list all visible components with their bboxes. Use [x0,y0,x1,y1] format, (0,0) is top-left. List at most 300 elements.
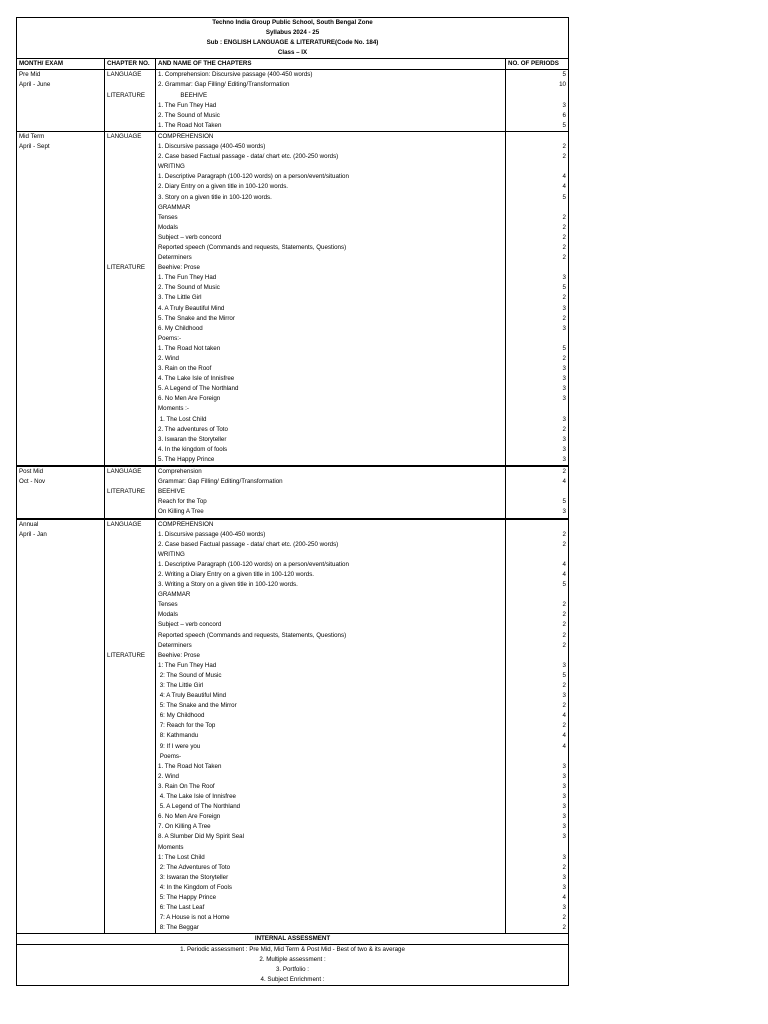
category-label [105,415,155,425]
chapter-name: 2. Case based Factual passage - data/ chart etc. (200-250 words) [158,540,339,548]
chapter-name: Grammar: Gap Filling/ Editing/Transformation [158,478,283,486]
period-count: 3 [562,833,566,841]
category-label: LANGUAGE [107,520,142,528]
period-count: 3 [562,395,566,403]
category-label [105,731,155,741]
chapter-name: Determiners [158,254,192,262]
chapter-name: 1. Discursive passage (400-450 words) [158,530,266,538]
syllabus-table [16,17,569,986]
category-label [105,111,155,121]
category-label [105,374,155,384]
chapter-name: 3. Story on a given title in 100-120 words. [158,193,272,201]
period-count: 3 [562,375,566,383]
period-count: 5 [562,671,566,679]
category-label [105,641,155,651]
period-count: 3 [562,455,566,463]
category-label [105,142,155,152]
period-count [506,843,568,853]
chapter-name: Moments :- [158,405,189,413]
period-count: 3 [562,365,566,373]
periods-column [506,132,568,465]
chapter-name: 1. Descriptive Paragraph (100-120 words) on a person/event/situation [158,560,349,568]
period-count: 5 [562,121,566,129]
chapter-name: 1: The Fun They Had [158,661,217,669]
category-label [105,772,155,782]
chapter-name: 7. On Killing A Tree [158,823,211,831]
period-count: 4 [562,742,566,750]
column-header: CHAPTER NO. [105,59,156,69]
chapter-name: 2. Diary Entry on a given title in 100-120 words. [158,183,289,191]
chapter-name: 5. A Legend of The Northland [158,385,239,393]
category-label [105,445,155,455]
category-label [105,802,155,812]
period-count: 3 [562,692,566,700]
period-count: 3 [562,883,566,891]
chapter-name: 3: The Little Girl [158,682,204,689]
category-label [105,782,155,792]
period-count: 2 [562,924,566,932]
chapter-name: 4. In the kingdom of fools [158,445,228,453]
period-count: 3 [562,435,566,443]
chapter-column [156,132,506,465]
period-count [506,334,568,344]
category-label [105,560,155,570]
category-label [105,580,155,590]
period-count [506,752,568,762]
category-label: LANGUAGE [107,132,142,140]
chapter-name: 3. The Little Girl [158,294,202,302]
exam-column [17,132,105,465]
period-count: 2 [562,468,566,476]
period-count: 2 [562,223,566,231]
category-label [105,497,155,507]
chapter-column [156,467,506,517]
chapter-name: WRITING [158,550,185,558]
column-header-row [17,58,568,69]
chapter-name: 4: A Truly Beautiful Mind [158,692,227,700]
exam-section [17,131,568,465]
period-count: 5 [562,344,566,352]
category-label [105,344,155,354]
category-label [105,843,155,853]
period-count: 3 [562,304,566,312]
chapter-name: 2. Grammar: Gap Filling/ Editing/Transformation [158,81,290,89]
period-count [506,550,568,560]
period-count: 3 [562,803,566,811]
category-label [105,293,155,303]
category-label [105,233,155,243]
period-count: 2 [562,611,566,619]
chapter-name: Determiners [158,641,192,649]
exam-section [17,69,568,131]
period-count: 2 [562,355,566,362]
category-label [105,283,155,293]
category-label [105,812,155,822]
chapter-name: 1. The Fun They Had [158,274,217,282]
chapter-name: 5. The Happy Prince [158,455,215,463]
category-label [105,742,155,752]
period-count: 4 [562,893,566,901]
chapter-name: 3. Rain On The Roof [158,782,215,790]
assessment-item: 4. Subject Enrichment : [260,975,325,983]
period-count: 4 [562,570,566,578]
category-label [105,314,155,324]
period-count: 3 [562,274,566,282]
period-count: 4 [562,183,566,191]
class-label: Class – IX [277,49,308,57]
period-count: 2 [562,530,566,538]
chapter-name: 2. The adventures of Toto [158,425,228,433]
category-label [105,404,155,414]
chapter-name: Reported speech (Commands and requests, Statements, Questions) [158,631,347,639]
period-count: 5 [562,71,566,79]
chapter-name: 4. The Lake Isle of Innisfree [158,793,236,801]
exam-section [17,518,568,934]
category-column [105,467,156,517]
period-count: 2 [562,254,566,262]
chapter-name: Modals [158,223,178,231]
category-label [105,893,155,903]
column-header: NO. OF PERIODS [508,60,559,68]
chapter-name: 3. Iswaran the Storyteller [158,435,227,443]
category-label [105,620,155,630]
chapter-name: 6. My Childhood [158,324,203,332]
period-count: 2 [562,233,566,241]
category-label [105,550,155,560]
category-label [105,394,155,404]
category-label [105,80,155,90]
category-label [105,903,155,913]
period-count [506,590,568,600]
chapter-name: Subject – verb concord [158,621,222,629]
chapter-name: Beehive: Prose [158,264,200,272]
period-count: 2 [562,143,566,151]
internal-assessment-list [17,944,568,985]
category-label: LITERATURE [107,488,146,496]
category-label [105,354,155,364]
column-header: MONTH/ EXAM [17,59,105,69]
chapter-name: 2. Wind [158,355,179,362]
internal-assessment-title: INTERNAL ASSESSMENT [17,933,568,944]
period-count: 2 [562,314,566,322]
period-count: 2 [562,294,566,302]
period-count: 2 [562,243,566,251]
period-count [506,520,568,530]
periods-column [506,70,568,131]
exam-column [17,520,105,934]
category-label [105,853,155,863]
chapter-column [156,70,506,131]
chapter-name: 4. A Truly Beautiful Mind [158,304,225,312]
category-label [105,334,155,344]
category-label [105,213,155,223]
chapter-name: Beehive: Prose [158,651,200,659]
chapter-name: 1. The Lost Child [158,415,207,423]
category-label [105,873,155,883]
syllabus-year: Syllabus 2024 - 25 [265,29,320,37]
chapter-name: 8: The Beggar [158,924,199,932]
chapter-name: 7: Reach for the Top [158,722,216,730]
chapter-name: 1. The Road Not Taken [158,121,222,129]
exam-months: April - Jan [19,530,47,538]
chapter-name: Tenses [158,213,178,221]
chapter-name: 3. Rain on the Roof [158,365,212,373]
period-count: 2 [562,682,566,689]
chapter-name: 2. The Sound of Music [158,284,220,292]
period-count: 2 [562,601,566,609]
period-count: 5 [562,581,566,589]
category-label [105,223,155,233]
period-count: 4 [562,478,566,486]
chapter-name: 2: The Adventures of Toto [158,863,231,871]
period-count: 2 [562,641,566,649]
category-label [105,610,155,620]
assessment-item: 3. Portfolio : [275,965,310,973]
chapter-name: 1. Descriptive Paragraph (100-120 words) on a person/event/situation [158,173,349,181]
chapter-name: BEEHIVE [158,488,185,496]
category-label: LITERATURE [107,264,146,272]
chapter-name: On Killing A Tree [158,508,204,516]
period-count [506,404,568,414]
period-count: 3 [562,873,566,881]
period-count: 3 [562,415,566,423]
school-name: Techno India Group Public School, South Bengal Zone [212,19,373,26]
category-label [105,752,155,762]
chapter-name: COMPREHENSION [158,520,214,528]
chapter-name: 5: The Happy Prince [158,893,217,901]
category-label [105,711,155,721]
category-label [105,477,155,487]
period-count: 2 [562,213,566,221]
chapter-name: 5. The Snake and the Mirror [158,314,235,322]
exam-months: Oct - Nov [19,478,46,486]
chapter-name: 5: The Snake and the Mirror [158,702,237,710]
period-count: 2 [562,914,566,922]
chapter-name: 2. Wind [158,772,179,780]
category-label [105,661,155,671]
chapter-name: 1. Discursive passage (400-450 words) [158,143,266,151]
category-label [105,364,155,374]
chapter-name: 6: My Childhood [158,712,205,720]
category-label: LITERATURE [107,91,146,99]
chapter-name: 2. Case based Factual passage - data/ chart etc. (200-250 words) [158,153,339,161]
exam-months: April - June [19,81,51,89]
chapter-name: 2. The Sound of Music [158,111,220,119]
category-label [105,631,155,641]
category-label [105,121,155,131]
category-label [105,832,155,842]
category-label: LANGUAGE [107,71,142,79]
category-label [105,384,155,394]
period-count: 2 [562,621,566,629]
period-count: 3 [562,385,566,393]
category-label [105,193,155,203]
category-label [105,435,155,445]
period-count [506,263,568,273]
periods-column [506,467,568,517]
chapter-name: 8. A Slumber Did My Spirit Seal [158,833,244,841]
category-label [105,182,155,192]
chapter-name: COMPREHENSION [158,132,214,140]
period-count [506,162,568,172]
category-label [105,822,155,832]
period-count: 5 [562,498,566,506]
chapter-name: 1. The Road Not taken [158,344,221,352]
assessment-item: 1. Periodic assessment : Pre Mid, Mid Term & Post Mid - Best of two & its average [180,945,405,953]
period-count: 3 [562,101,566,109]
category-label [105,883,155,893]
period-count: 3 [562,762,566,770]
category-label [105,203,155,213]
subject-title: Sub : ENGLISH LANGUAGE & LITERATURE(Code No. 184) [206,39,379,47]
chapter-name: Modals [158,611,178,619]
chapter-name: 8: Kathmandu [158,732,199,740]
chapter-name: 3. Writing a Story on a given title in 100-120 words. [158,581,298,589]
category-label [105,455,155,465]
chapter-name: 4. The Lake Isle of Innisfree [158,375,235,383]
category-label [105,600,155,610]
chapter-name: 5. A Legend of The Northland [158,803,241,811]
chapter-name: Reach for the Top [158,498,207,506]
category-label [105,152,155,162]
period-count [506,487,568,497]
exam-column [17,70,105,131]
chapter-name: Poems- [158,752,182,760]
category-label [105,324,155,334]
chapter-name: Poems:- [158,334,182,342]
chapter-name: 3: Iswaran the Storyteller [158,873,229,881]
chapter-name: 9: If I were you [158,742,201,750]
exam-column [17,467,105,517]
assessment-item: 2. Multiple assessment : [259,955,326,963]
period-count: 3 [562,661,566,669]
period-count [506,91,568,101]
period-count: 4 [562,712,566,720]
category-label [105,273,155,283]
period-count: 2 [562,722,566,730]
period-count: 4 [562,173,566,181]
category-label [105,507,155,517]
period-count: 2 [562,863,566,871]
category-label [105,792,155,802]
period-count: 4 [562,560,566,568]
period-count: 2 [562,540,566,548]
period-count: 2 [562,631,566,639]
column-header: AND NAME OF THE CHAPTERS [156,59,506,69]
chapter-name: 1: The Lost Child [158,853,205,861]
period-count: 10 [559,81,566,89]
category-label: LITERATURE [107,651,146,659]
exam-sections [17,69,568,933]
chapter-name: 2. Writing a Diary Entry on a given title in 100-120 words. [158,570,315,578]
category-label [105,671,155,681]
chapter-name: 4: In the Kingdom of Fools [158,883,232,891]
category-label [105,243,155,253]
category-label [105,101,155,111]
chapter-name: BEEHIVE [158,91,208,99]
category-label [105,172,155,182]
category-label [105,590,155,600]
period-count: 3 [562,508,566,516]
exam-months: April - Sept [19,143,50,151]
chapter-column [156,520,506,934]
chapter-name: 7: A House is not a Home [158,914,230,922]
period-count: 2 [562,153,566,161]
category-label [105,570,155,580]
period-count: 3 [562,813,566,821]
category-label: LANGUAGE [107,468,142,476]
chapter-name: Reported speech (Commands and requests, Statements, Questions) [158,243,347,251]
category-label [105,701,155,711]
category-label [105,162,155,172]
period-count [506,132,568,142]
period-count: 4 [562,732,566,740]
category-label [105,304,155,314]
chapter-name: 1. The Fun They Had [158,101,217,109]
chapter-name: 6. No Men Are Foreign [158,395,221,403]
exam-name: Annual [19,520,39,528]
period-count [506,651,568,661]
chapter-name: GRAMMAR [158,591,191,599]
chapter-name: Moments [158,843,184,851]
chapter-name: Tenses [158,601,178,609]
exam-name: Post Mid [19,468,44,476]
period-count: 5 [562,193,566,201]
period-count: 6 [562,111,566,119]
category-label [105,721,155,731]
periods-column [506,520,568,934]
chapter-name: 1. Comprehension: Discursive passage (400-450 words) [158,71,313,79]
period-count: 5 [562,284,566,292]
period-count: 3 [562,782,566,790]
period-count: 3 [562,324,566,332]
exam-section [17,465,568,517]
chapter-name: GRAMMAR [158,203,191,211]
period-count: 3 [562,904,566,912]
chapter-name: WRITING [158,163,185,171]
exam-name: Mid Term [19,132,45,140]
chapter-name: 6: The Last Leaf [158,904,205,912]
category-label [105,530,155,540]
category-label [105,762,155,772]
exam-name: Pre Mid [19,71,41,79]
period-count: 2 [562,425,566,433]
period-count [506,203,568,213]
period-count: 3 [562,445,566,453]
document-header [17,18,568,58]
category-label [105,425,155,435]
period-count: 2 [562,702,566,710]
chapter-name: 6. No Men Are Foreign [158,813,221,821]
period-count: 3 [562,823,566,831]
category-column [105,520,156,934]
period-count: 3 [562,853,566,861]
category-column [105,132,156,465]
chapter-name: Subject – verb concord [158,233,222,241]
category-label [105,913,155,923]
category-label [105,540,155,550]
chapter-name: 2: The Sound of Music [158,671,222,679]
period-count: 3 [562,793,566,801]
category-column [105,70,156,131]
category-label [105,691,155,701]
chapter-name: Comprehension [158,468,202,476]
category-label [105,863,155,873]
category-label [105,253,155,263]
period-count: 3 [562,772,566,780]
category-label [105,681,155,691]
category-label [105,923,155,933]
